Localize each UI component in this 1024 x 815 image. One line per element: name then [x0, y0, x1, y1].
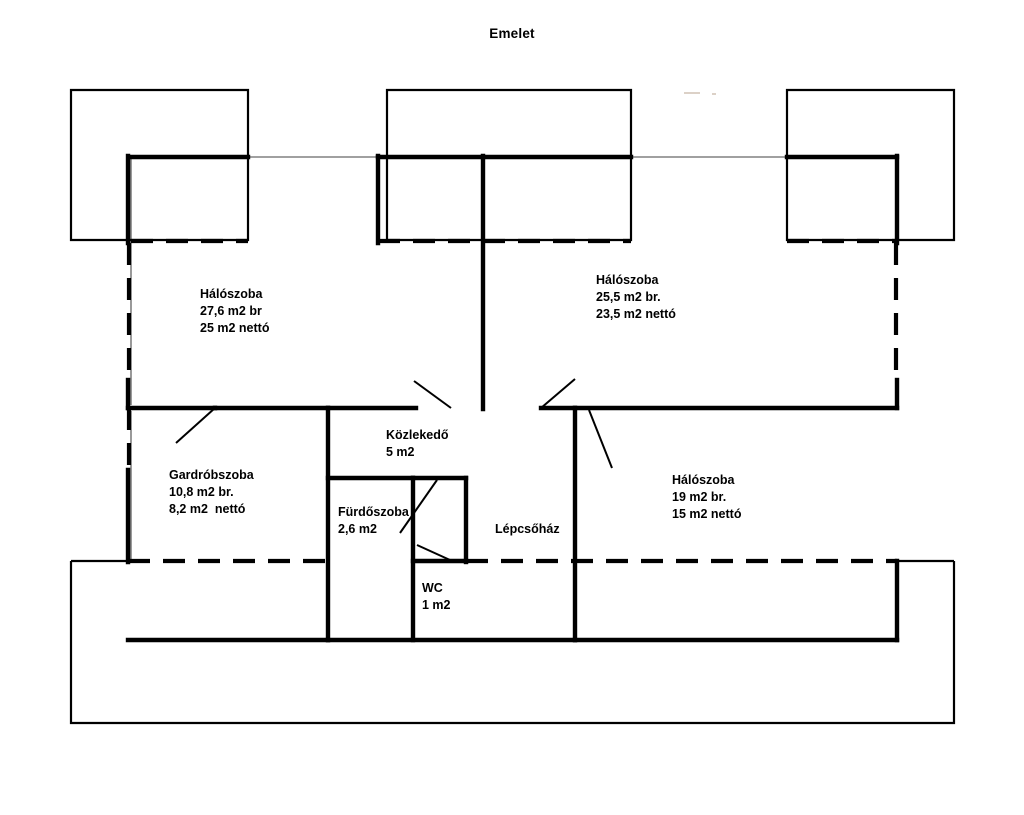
room-label-staircase: Lépcsőház	[495, 522, 560, 536]
room-label-corridor-area: 5 m2	[386, 445, 415, 459]
faint-marks	[684, 93, 716, 94]
room-label-wc-area: 1 m2	[422, 598, 451, 612]
room-label-bedroom-top-right-net: 23,5 m2 nettó	[596, 307, 676, 321]
room-label-wardrobe-room-gross: 10,8 m2 br.	[169, 485, 234, 499]
room-label-bedroom-left: Hálószoba	[200, 287, 263, 301]
room-label-wc: WC	[422, 581, 443, 595]
room-label-bedroom-right: Hálószoba	[672, 473, 735, 487]
room-label-bedroom-left-gross: 27,6 m2 br	[200, 304, 262, 318]
room-label-bathroom: Fürdőszoba	[338, 505, 409, 519]
room-label-wardrobe-room: Gardróbszoba	[169, 468, 254, 482]
room-label-bedroom-top-right-gross: 25,5 m2 br.	[596, 290, 661, 304]
room-label-corridor: Közlekedő	[386, 428, 449, 442]
room-label-bedroom-top-right: Hálószoba	[596, 273, 659, 287]
room-label-bedroom-left-net: 25 m2 nettó	[200, 321, 270, 335]
upper-wings-outline	[71, 90, 954, 240]
room-label-wardrobe-room-net: 8,2 m2 nettó	[169, 502, 246, 516]
page-title: Emelet	[489, 26, 535, 41]
room-label-bedroom-right-net: 15 m2 nettó	[672, 507, 742, 521]
interior-guide-lines	[131, 157, 897, 561]
structural-walls	[128, 156, 897, 640]
room-label-bedroom-right-gross: 19 m2 br.	[672, 490, 727, 504]
room-label-bathroom-area: 2,6 m2	[338, 522, 377, 536]
